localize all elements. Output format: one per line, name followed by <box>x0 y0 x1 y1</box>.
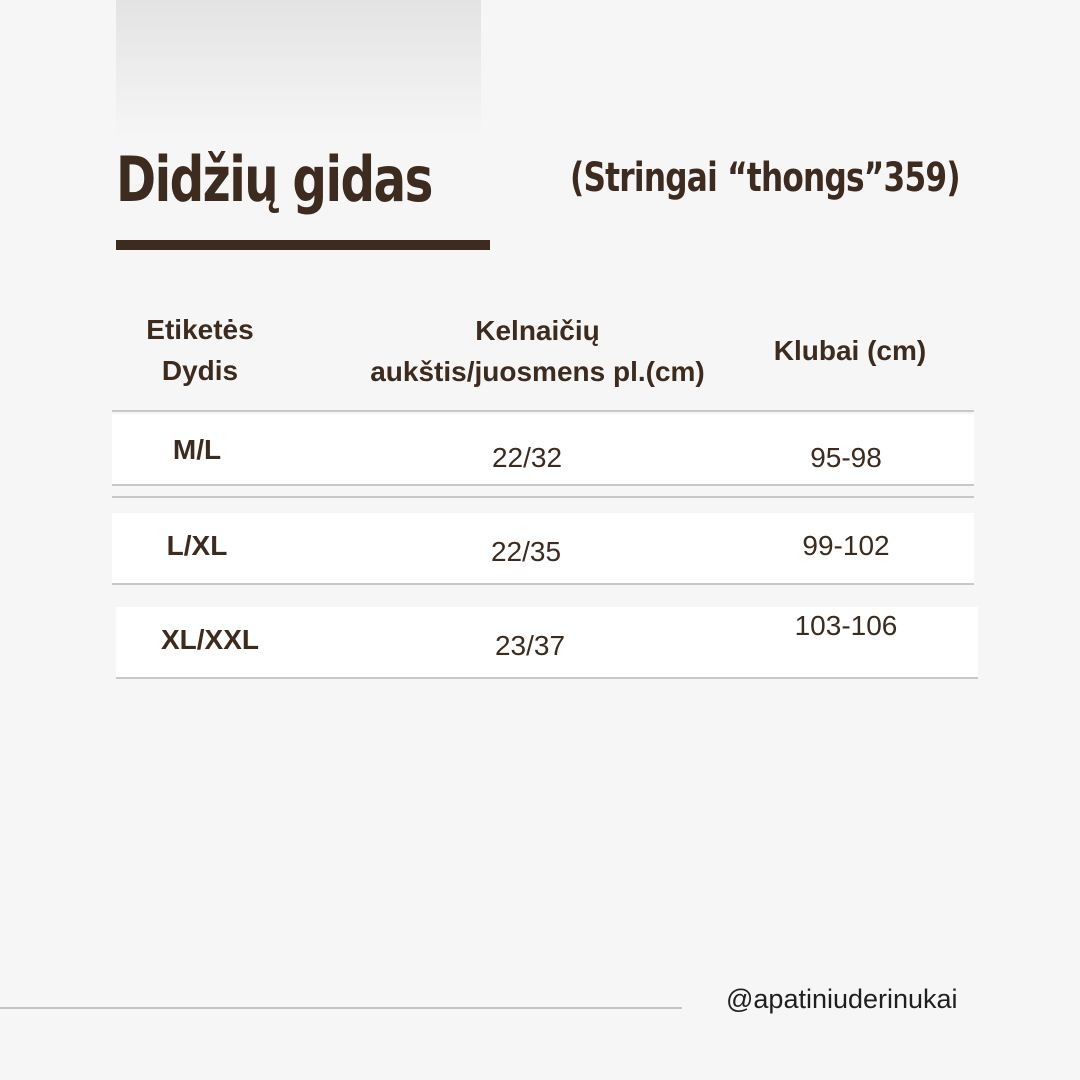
table-cell-hips: 95-98 <box>810 442 882 473</box>
column-header-height-waist-line2: aukštis/juosmens pl.(cm) <box>370 356 705 387</box>
table-cell-size: M/L <box>172 434 222 465</box>
column-header-size-line2: Dydis <box>161 355 239 386</box>
page-title: Didžių gidas <box>116 143 432 216</box>
table-cell-height-waist: 23/37 <box>494 630 566 661</box>
table-cell-height-waist: 22/32 <box>491 442 563 473</box>
table-row <box>116 607 978 679</box>
page-subtitle: (Stringai “thongs”359) <box>570 155 960 201</box>
table-cell-hips: 99-102 <box>802 530 890 561</box>
footer-divider <box>0 1007 682 1009</box>
table-cell-size: L/XL <box>166 530 228 561</box>
social-handle: @apatiniuderinukai <box>726 984 958 1014</box>
column-header-size-line1: Etiketės <box>146 314 254 345</box>
table-row <box>112 513 974 585</box>
table-cell-hips: 103-106 <box>794 610 898 641</box>
table-row <box>112 414 974 486</box>
table-cell-size: XL/XXL <box>160 624 259 655</box>
table-cell-height-waist: 22/35 <box>490 536 562 567</box>
header-divider <box>112 410 974 412</box>
title-underline <box>116 240 490 250</box>
column-header-size <box>120 309 280 391</box>
top-gradient-block <box>116 0 481 140</box>
column-header-height-waist-line1: Kelnaičių <box>475 315 600 346</box>
column-header-height-waist <box>330 310 745 392</box>
row-divider <box>112 496 974 498</box>
column-header-hips: Klubai (cm) <box>773 335 927 366</box>
